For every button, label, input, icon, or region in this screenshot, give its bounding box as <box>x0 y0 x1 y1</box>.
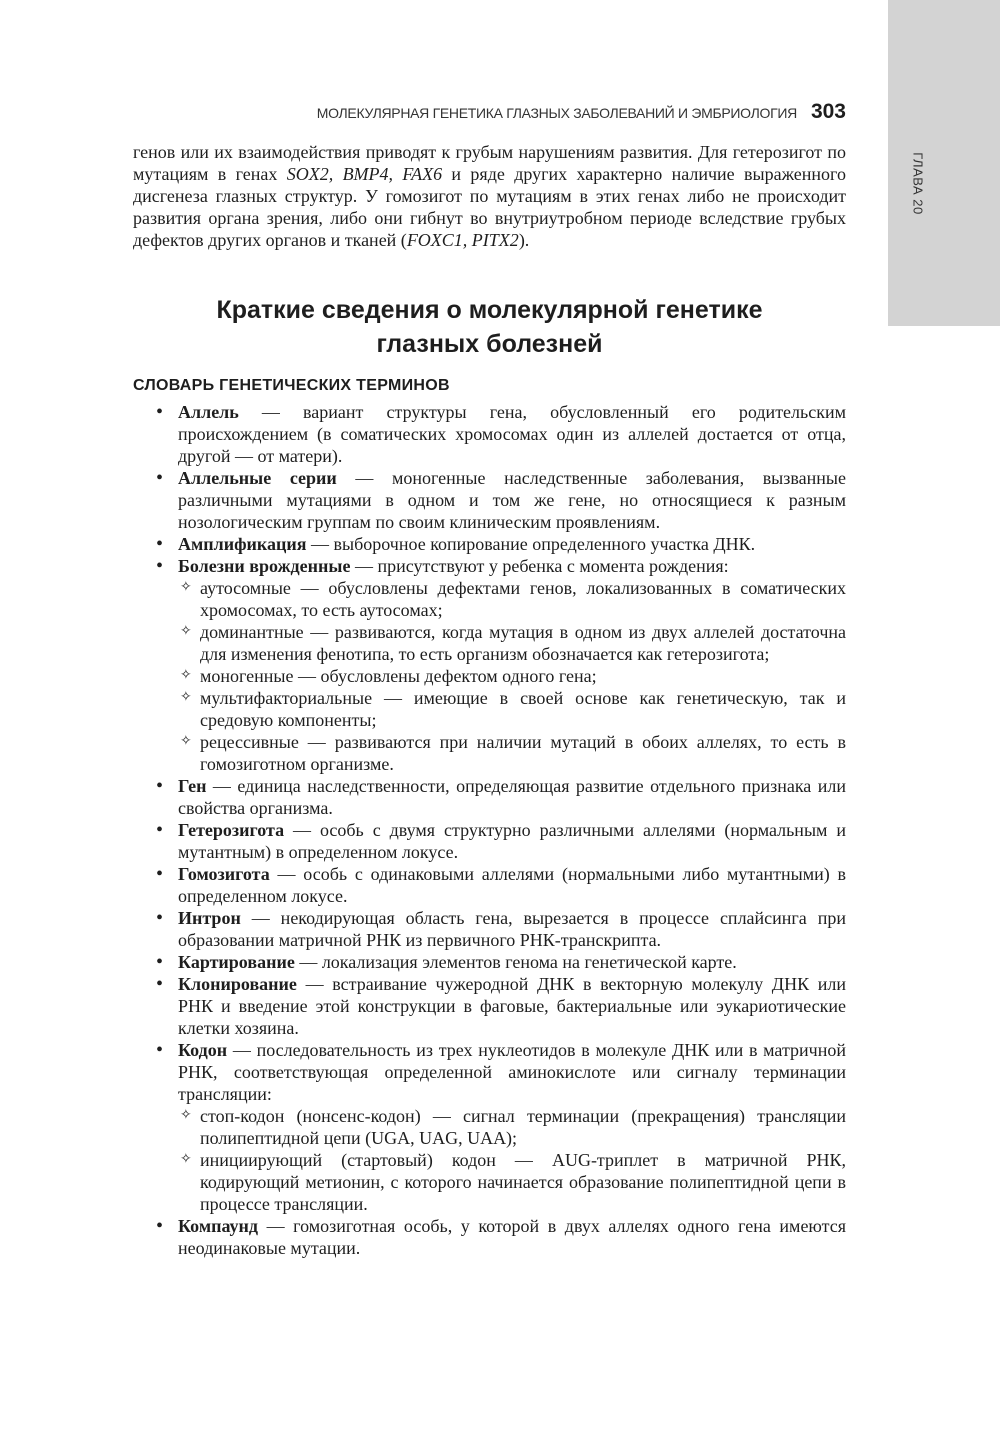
term: Компаунд <box>178 1216 259 1236</box>
glossary-item <box>178 819 846 863</box>
sub-item: ✧ мультифакториальные — имеющие в своей основе как генетическую, так и средовую компоненты; <box>200 687 846 731</box>
section-title <box>133 293 846 361</box>
running-header: МОЛЕКУЛЯРНАЯ ГЕНЕТИКА ГЛАЗНЫХ ЗАБОЛЕВАНИЙ И ЭМБРИОЛОГИЯ <box>316 105 797 121</box>
definition: — особь с одинаковыми аллелями (нормальными либо мутантными) в определенном локусе. <box>178 864 846 906</box>
term: Болезни врожденные <box>178 556 351 576</box>
term: Амплификация <box>178 534 307 554</box>
definition: — выборочное копирование определенного участка ДНК. <box>306 534 756 554</box>
term: Клонирование <box>178 974 297 994</box>
intro-text: ). <box>518 230 530 250</box>
term: Ген <box>178 776 207 796</box>
term: Кодон <box>178 1040 228 1060</box>
sub-item: ✧ аутосомные — обусловлены дефектами генов, локализованных в соматических хромосомах, то есть аутосомах; <box>200 577 846 621</box>
chapter-tab-label: ГЛАВА 20 <box>910 152 926 215</box>
sub-item: ✧ моногенные — обусловлены дефектом одного гена; <box>200 665 846 687</box>
sub-item: ✧ рецессивные — развиваются при наличии мутаций в обоих аллелях, то есть в гомозиготном организме. <box>200 731 846 775</box>
gene-names: SOX2, BMP4, FAX6 <box>286 164 443 184</box>
term: Картирование <box>178 952 295 972</box>
sub-item: ✧ инициирующий (стартовый) кодон — AUG-триплет в матричной РНК, кодирующий метионин, с которого начинается образование полипептидной цепи в процессе трансляции. <box>200 1149 846 1215</box>
definition: — особь с двумя структурно различными аллелями (нормальным и мутантным) в определенном локусе. <box>178 820 846 862</box>
sub-list <box>178 577 846 775</box>
glossary-item <box>178 907 846 951</box>
glossary-item <box>178 951 846 973</box>
definition: — локализация элементов генома на генетической карте. <box>294 952 737 972</box>
section-title-line: Краткие сведения о молекулярной генетике <box>216 296 763 324</box>
sub-item: ✧ стоп-кодон (нонсенс-кодон) — сигнал терминации (прекращения) трансляции полипептидной цепи (UGA, UAG, UAA); <box>200 1105 846 1149</box>
sub-list <box>178 1105 846 1215</box>
glossary-item <box>178 863 846 907</box>
definition: — последовательность из трех нуклеотидов в молекуле ДНК или в матричной РНК, соответствующая определенной аминокислоте или сигналу терминации трансляции: <box>178 1040 846 1104</box>
chapter-tab <box>888 0 1000 326</box>
section-title-line: глазных болезней <box>376 330 603 358</box>
glossary-item <box>178 467 846 533</box>
sub-item: ✧ доминантные — развиваются, когда мутация в одном из двух аллелей достаточна для изменения фенотипа, то есть организм обозначается как гетерозигота; <box>200 621 846 665</box>
glossary-title: СЛОВАРЬ ГЕНЕТИЧЕСКИХ ТЕРМИНОВ <box>133 377 450 394</box>
glossary-item <box>178 1215 846 1259</box>
definition: — гомозиготная особь, у которой в двух аллелях одного гена имеются неодинаковые мутации. <box>178 1216 846 1258</box>
glossary-item <box>178 1039 846 1215</box>
page-content <box>133 141 846 1259</box>
intro-paragraph <box>133 141 846 251</box>
definition: — присутствуют у ребенка с момента рождения: <box>350 556 729 576</box>
definition: — единица наследственности, определяющая развитие отдельного признака или свойства организма. <box>178 776 846 818</box>
term: Аллельные серии <box>178 468 337 488</box>
term: Гомозигота <box>178 864 270 884</box>
glossary-item <box>178 401 846 467</box>
glossary-item <box>178 555 846 775</box>
glossary-item <box>178 973 846 1039</box>
gene-names: FOXC1, PITX2 <box>406 230 519 250</box>
definition: — вариант структуры гена, обусловленный его родительским происхождением (в соматических хромосомах один из аллелей достается от отца, другой — от матери). <box>178 402 846 466</box>
term: Гетерозигота <box>178 820 285 840</box>
intro-text: и ряде других характерно наличие выраженного дисгенеза глазных структур. У гомозигот по мутациям в этих генах либо не происходит развития органа зрения, либо они гибнут во внутриутробном периоде вследствие грубых дефектов других органов и тканей ( <box>133 164 846 250</box>
glossary-item <box>178 775 846 819</box>
term: Интрон <box>178 908 241 928</box>
glossary-list <box>133 401 846 1259</box>
glossary-item <box>178 533 846 555</box>
page-number: 303 <box>810 100 846 123</box>
term: Аллель <box>178 402 239 422</box>
definition: — некодирующая область гена, вырезается в процессе сплайсинга при образовании матричной РНК из первичного РНК-транскрипта. <box>178 908 846 950</box>
definition: — встраивание чужеродной ДНК в векторную молекулу ДНК или РНК и введение этой конструкции в фаговые, бактериальные или эукариотические клетки хозяина. <box>178 974 846 1038</box>
definition: — моногенные наследственные заболевания, вызванные различными мутациями в одном и том же гене, но относящиеся к разным нозологическим группам по своим клиническим проявлениям. <box>178 468 846 532</box>
page-header <box>133 100 846 124</box>
intro-text: генов или их взаимодействия приводят к грубым нарушениям развития. Для гетерозигот по мутациям в генах <box>133 142 846 184</box>
